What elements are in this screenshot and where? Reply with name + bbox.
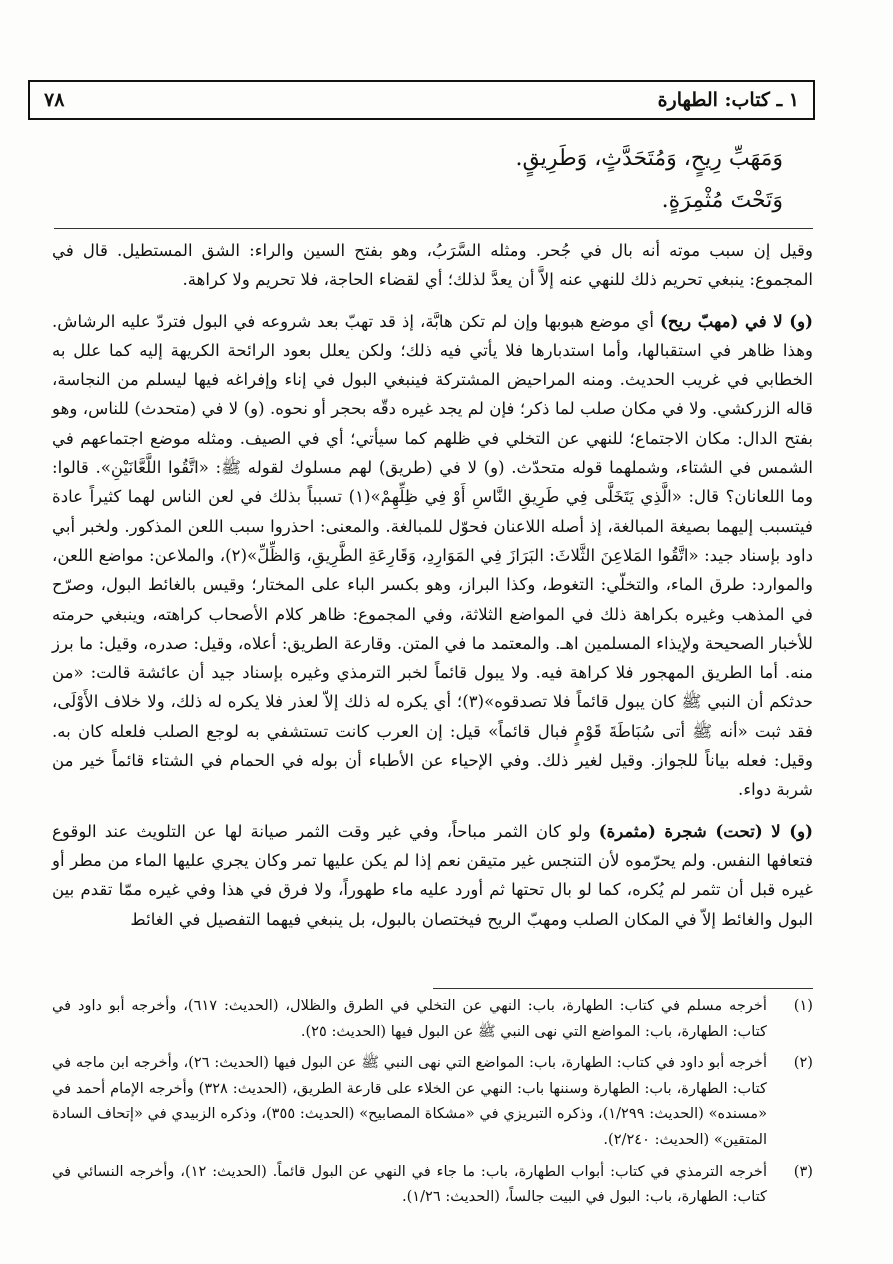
- paragraph: وقيل إن سبب موته أنه بال في جُحر. ومثله السَّرَبُ، وهو بفتح السين والراء: الشق المستطيل. قال في المجموع: ينبغي تحريم ذلك للنهي عنه إلاَّ أن يعدَّ لذلك؛ أي لقضاء الحاجة، فلا تحريم ولا كراهة.: [52, 241, 813, 290]
- matn-line: وَتَحْتَ مُثْمِرَةٍ.: [661, 188, 783, 213]
- page-header: [28, 80, 815, 120]
- footnote-number: (١): [793, 997, 813, 1014]
- matn-divider: [54, 228, 813, 229]
- paragraph: (و) لا في (مهبّ ريح) أي موضع هبوبها وإن لم تكن هابَّة، إذ قد تهبّ بعد شروعه في البول فتردّ عليه الرشاش. وهذا ظاهر في استقبالها، وأما استدبارها فلا يأتي فيه ذلك؛ ولكن يعلل بعود الرائحة الكريهة إليه كما علل به الخطابي في غريب الحديث. ومنه المراحيض المشتركة فينبغي البول في إناء وإفراغه فيها ليسلم من النجاسة، قاله الزركشي. ولا في مكان صلب لما ذكر؛ فإن لم يجد غيره دقّه بحجر أو نحوه. (و) لا في (متحدث) للناس، وهو بفتح الدال: مكان الاجتماع؛ للنهي عن التخلي في ظلهم كما سيأتي؛ أي في الصيف. ومثله موضع اجتماعهم في الشمس في الشتاء، وشملهما قوله متحدّث. (و) لا في (طريق) لهم مسلوك لقوله ﷺ: «اتَّقُوا اللَّعَّانَيْنِ». قالوا: وما اللعانان؟ قال: «الَّذِي يَتَخَلَّى فِي طَرِيقِ النَّاسِ أَوْ فِي ظِلِّهِمْ»(١) تسبباً بذلك في لعن الناس لهما كثيراً عادة فيتسبب إليهما بصيغة المبالغة، إذ أصله اللاعنان فحوّل للمبالغة. والمعنى: احذروا سبب اللعن المذكور. ولخبر أبي داود بإسناد جيد: «اتَّقُوا المَلاعِنَ الثَّلاثَ: البَرَازَ فِي المَوَارِدِ، وَقَارِعَةِ الطَّرِيقِ، وَالظِّلِّ»(٢)، والملاعن: مواضع اللعن، والموارد: طرق الماء، والتخلّي: التغوط، وكذا البراز، وهو بكسر الباء على المختار؛ وقيس بالغائط البول، وصرّح في المذهب وغيره بكراهة ذلك في المواضع الثلاثة، وفي المجموع: ظاهر كلام الأصحاب كراهته، وينبغي حرمته للأخبار الصحيحة ولإيذاء المسلمين اهـ. والمعتمد ما في المتن. وقارعة الطريق: أعلاه، وقيل: صدره، وقيل: ما برز منه. أما الطريق المهجور فلا كراهة فيه. ولا يبول قائماً لخبر الترمذي وغيره بإسناد جيد أن عائشة قالت: «من حدثكم أن النبي ﷺ كان يبول قائماً فلا تصدقوه»(٣)؛ أي يكره له ذلك إلاّ لعذر فلا يكره له ذلك، ولا خلاف الأَوْلَى، فقد ثبت «أنه ﷺ أتى سُبَاطَةَ قَوْمٍ فبال قائماً» قيل: إن العرب كانت تستشفي به لوجع الصلب فلعله كان به. وقيل: فعله بياناً للجواز. وقيل لغير ذلك. وفي الإحياء عن الأطباء أن بوله في الحمام في الشتاء قائماً خير من شربة دواء.: [52, 310, 813, 800]
- commentary-text: [52, 236, 813, 946]
- footnote-text: أخرجه الترمذي في كتاب: أبواب الطهارة، باب: ما جاء في النهي عن البول قائماً. (الحديث: ١٢)، وأخرجه النسائي في كتاب: الطهارة، باب: البول في البيت جالساً، (الحديث: ١/٢٦).: [52, 1162, 768, 1206]
- matn-text: [423, 138, 783, 222]
- footnote: [52, 993, 813, 1044]
- footnotes: [52, 993, 813, 1216]
- matn-line: وَمَهَبِّ رِيحٍ، وَمُتَحَدَّثٍ، وَطَرِيقٍ.: [515, 146, 783, 171]
- footnote-divider: [433, 988, 813, 989]
- footnote-text: أخرجه أبو داود في كتاب: الطهارة، باب: المواضع التي نهى النبي ﷺ عن البول فيها (الحديث: ٢٦)، وأخرجه ابن ماجه في كتاب: الطهارة، باب: الطهارة وسننها باب: النهي عن الخلاء على قارعة الطريق، (الحديث: ٣٢٨) وأخرجه الإمام أحمد في «مسنده» (الحديث: ١/٢٩٩)، وذكره التبريزي في «مشكاة المصابيح» (الحديث: ٣٥٥)، وذكره الزبيدي في «إتحاف السادة المتقين» (الحديث: ٢/٢٤٠).: [52, 1054, 768, 1148]
- section-title: ١ ـ كتاب: الطهارة: [657, 89, 799, 111]
- footnote-number: (٢): [793, 1054, 813, 1072]
- footnote: [52, 1159, 813, 1210]
- paragraph: (و) لا (تحت) شجرة (مثمرة) ولو كان الثمر مباحاً، وفي غير وقت الثمر صيانة لها عن التلويث عند الوقوع فتعافها النفس. ولم يحرّموه لأن التنجس غير متيقن نعم إذا لم يكن عليها تمر وكان يجري عليها الماء من مطر أو غيره قبل أن تثمر لم يُكره، كما لو بال تحتها ثم أورد عليه ماء طهوراً، ولا فرق في هذا وفي غيره ممّا تقدم بين البول والغائط إلاّ في المكان الصلب ومهبّ الريح فيختصان بالبول، بل ينبغي فيهما التفصيل في الغائط: [52, 820, 814, 929]
- footnote-text: أخرجه مسلم في كتاب: الطهارة، باب: النهي عن التخلي في الطرق والظلال، (الحديث: ٦١٧)، وأخرجه أبو داود في كتاب: الطهارة، باب: المواضع التي نهى النبي ﷺ عن البول فيها (الحديث: ٢٥).: [52, 997, 767, 1040]
- footnote-number: (٣): [793, 1162, 813, 1180]
- paragraph-lead: (و) لا (تحت) شجرة (مثمرة): [598, 820, 814, 841]
- page-number: ٧٨: [44, 89, 65, 111]
- paragraph-lead: (و) لا في (مهبّ ريح): [659, 310, 813, 331]
- footnote: [52, 1050, 813, 1152]
